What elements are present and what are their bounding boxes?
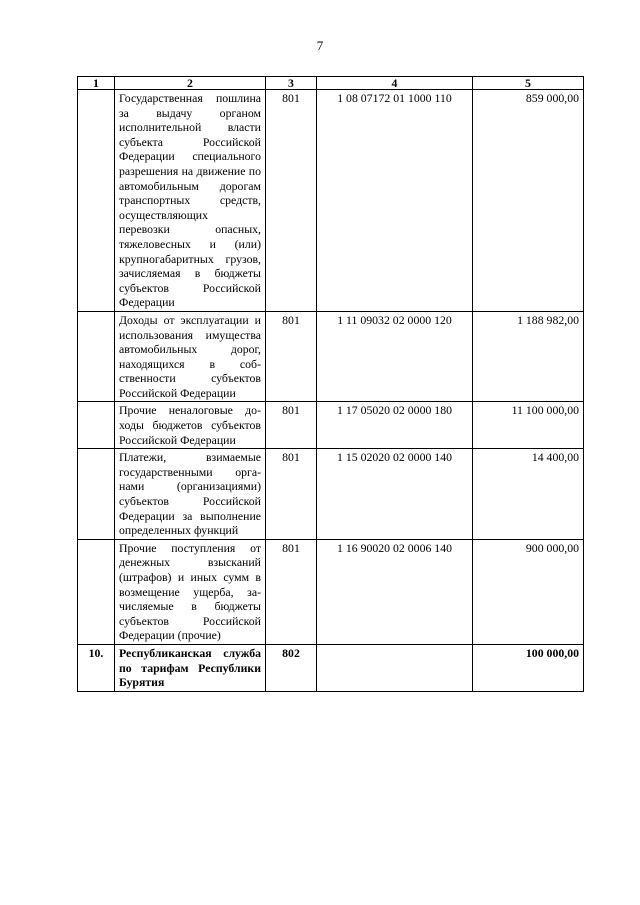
- revenue-description: Прочие неналоговые доходы бюджетов субъектов Российской Федерации: [115, 402, 266, 449]
- revenue-amount: 11 100 000,00: [473, 402, 584, 449]
- row-number: 10.: [78, 644, 115, 691]
- budget-classification-code: 1 16 90020 02 0006 140: [317, 539, 473, 644]
- column-header-4: 4: [317, 77, 473, 90]
- page-number: 7: [316, 38, 324, 53]
- budget-revenue-table: [77, 76, 584, 692]
- revenue-description: Платежи, взимаемые государственными органами (организациями) субъектов Российской Федерации за выполнение определенных функций: [115, 449, 266, 540]
- revenue-amount: 100 000,00: [473, 644, 584, 691]
- administrator-code: 801: [266, 90, 317, 312]
- table-body: [78, 90, 584, 692]
- administrator-code: 801: [266, 311, 317, 402]
- table-row-section-total: [78, 644, 584, 691]
- revenue-amount: 14 400,00: [473, 449, 584, 540]
- table-row: [78, 311, 584, 402]
- budget-classification-code: 1 15 02020 02 0000 140: [317, 449, 473, 540]
- revenue-amount: 1 188 982,00: [473, 311, 584, 402]
- administrator-code: 801: [266, 539, 317, 644]
- administrator-code: 801: [266, 402, 317, 449]
- budget-classification-code: 1 08 07172 01 1000 110: [317, 90, 473, 312]
- administrator-code: 801: [266, 449, 317, 540]
- revenue-amount: 900 000,00: [473, 539, 584, 644]
- table-row: [78, 449, 584, 540]
- revenue-description: Прочие поступления от денежных взысканий (штрафов) и иных сумм в возмещение ущерба, зачисляемые в бюджеты субъектов Российской Федерации (прочие): [115, 539, 266, 644]
- row-number: [78, 402, 115, 449]
- budget-classification-code: 1 11 09032 02 0000 120: [317, 311, 473, 402]
- row-number: [78, 539, 115, 644]
- column-header-3: 3: [266, 77, 317, 90]
- column-header-2: 2: [115, 77, 266, 90]
- row-number: [78, 449, 115, 540]
- row-number: [78, 311, 115, 402]
- revenue-description: Доходы от эксплуатации и использования имущества автомобильных дорог, находящихся в собственности субъектов Российской Федерации: [115, 311, 266, 402]
- row-number: [78, 90, 115, 312]
- table-row: [78, 402, 584, 449]
- column-header-1: 1: [78, 77, 115, 90]
- table-row: [78, 539, 584, 644]
- revenue-description: Государственная пошлина за выдачу органом исполнительной власти субъекта Российской Федерации специального разрешения на движение по автомобильным дорогам транспортных средств, осуществляющих перевозки опасных, тяжеловесных и (или) крупногабаритных грузов, зачисляемая в бюджеты субъектов Российской Федерации: [115, 90, 266, 312]
- table-header-row: [78, 77, 584, 90]
- budget-classification-code: [317, 644, 473, 691]
- column-header-5: 5: [473, 77, 584, 90]
- administrator-code: 802: [266, 644, 317, 691]
- budget-classification-code: 1 17 05020 02 0000 180: [317, 402, 473, 449]
- agency-name: Республиканская служба по тарифам Республики Бурятия: [115, 644, 266, 691]
- table-row: [78, 90, 584, 312]
- revenue-amount: 859 000,00: [473, 90, 584, 312]
